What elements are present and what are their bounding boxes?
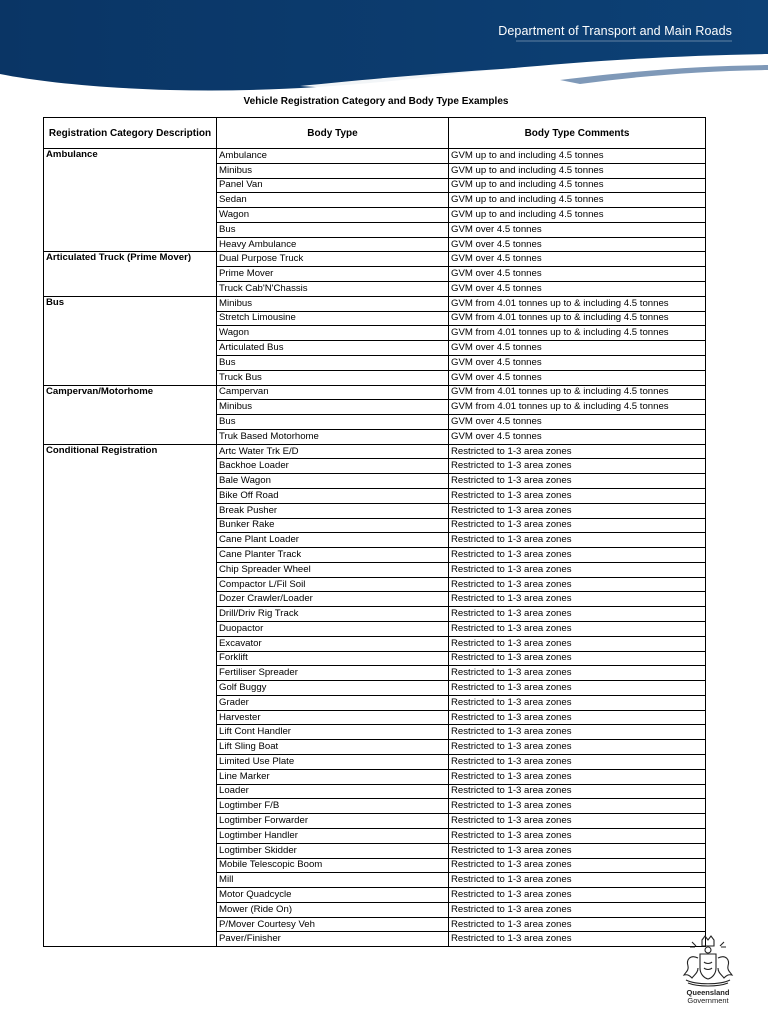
body-type-comment-cell: GVM over 4.5 tonnes (449, 355, 706, 370)
body-type-comment-cell: Restricted to 1-3 area zones (449, 474, 706, 489)
category-cell: Ambulance (44, 149, 217, 252)
body-type-cell: Dozer Crawler/Loader (217, 592, 449, 607)
body-type-comment-cell: GVM up to and including 4.5 tonnes (449, 208, 706, 223)
body-type-comment-cell: Restricted to 1-3 area zones (449, 917, 706, 932)
body-type-cell: Minibus (217, 296, 449, 311)
column-header-body-type: Body Type (217, 118, 449, 149)
body-type-cell: Harvester (217, 710, 449, 725)
queensland-logo-text: Queensland (686, 988, 730, 997)
body-type-cell: Minibus (217, 163, 449, 178)
government-logo-text: Government (687, 996, 729, 1005)
body-type-comment-cell: Restricted to 1-3 area zones (449, 636, 706, 651)
body-type-cell: Logtimber Handler (217, 828, 449, 843)
body-type-comment-cell: GVM from 4.01 tonnes up to & including 4.5 tonnes (449, 311, 706, 326)
body-type-cell: Truck Bus (217, 370, 449, 385)
document-title: Vehicle Registration Category and Body Type Examples (243, 96, 509, 107)
body-type-cell: Articulated Bus (217, 341, 449, 356)
body-type-cell: Artc Water Trk E/D (217, 444, 449, 459)
body-type-comment-cell: GVM from 4.01 tonnes up to & including 4.5 tonnes (449, 296, 706, 311)
body-type-comment-cell: GVM from 4.01 tonnes up to & including 4.5 tonnes (449, 326, 706, 341)
body-type-comment-cell: Restricted to 1-3 area zones (449, 769, 706, 784)
body-type-cell: Panel Van (217, 178, 449, 193)
header-banner (0, 0, 768, 92)
body-type-comment-cell: Restricted to 1-3 area zones (449, 444, 706, 459)
body-type-cell: Backhoe Loader (217, 459, 449, 474)
body-type-comment-cell: Restricted to 1-3 area zones (449, 843, 706, 858)
body-type-comment-cell: Restricted to 1-3 area zones (449, 873, 706, 888)
body-type-comment-cell: GVM from 4.01 tonnes up to & including 4.5 tonnes (449, 400, 706, 415)
table-row (44, 444, 706, 459)
body-type-cell: Paver/Finisher (217, 932, 449, 947)
body-type-comment-cell: Restricted to 1-3 area zones (449, 592, 706, 607)
body-type-comment-cell: GVM over 4.5 tonnes (449, 341, 706, 356)
body-type-cell: Forklift (217, 651, 449, 666)
body-type-comment-cell: Restricted to 1-3 area zones (449, 755, 706, 770)
body-type-comment-cell: Restricted to 1-3 area zones (449, 858, 706, 873)
body-type-comment-cell: GVM up to and including 4.5 tonnes (449, 178, 706, 193)
registration-table-container (43, 117, 706, 947)
body-type-cell: Limited Use Plate (217, 755, 449, 770)
body-type-comment-cell: Restricted to 1-3 area zones (449, 799, 706, 814)
body-type-cell: Bunker Rake (217, 518, 449, 533)
body-type-cell: Lift Sling Boat (217, 740, 449, 755)
body-type-cell: Loader (217, 784, 449, 799)
body-type-cell: Logtimber F/B (217, 799, 449, 814)
body-type-comment-cell: Restricted to 1-3 area zones (449, 681, 706, 696)
body-type-cell: Cane Planter Track (217, 548, 449, 563)
body-type-comment-cell: Restricted to 1-3 area zones (449, 562, 706, 577)
body-type-cell: Stretch Limousine (217, 311, 449, 326)
table-row (44, 385, 706, 400)
body-type-cell: Dual Purpose Truck (217, 252, 449, 267)
body-type-cell: Fertiliser Spreader (217, 666, 449, 681)
column-header-category: Registration Category Description (44, 118, 217, 149)
table-row (44, 149, 706, 164)
body-type-cell: Logtimber Skidder (217, 843, 449, 858)
body-type-cell: Bus (217, 355, 449, 370)
body-type-cell: Sedan (217, 193, 449, 208)
column-header-comments: Body Type Comments (449, 118, 706, 149)
department-name: Department of Transport and Main Roads (498, 24, 732, 38)
body-type-cell: Grader (217, 695, 449, 710)
body-type-comment-cell: Restricted to 1-3 area zones (449, 622, 706, 637)
body-type-cell: Prime Mover (217, 267, 449, 282)
body-type-cell: Bus (217, 222, 449, 237)
body-type-cell: Bus (217, 415, 449, 430)
table-row (44, 296, 706, 311)
body-type-cell: Campervan (217, 385, 449, 400)
body-type-cell: Truk Based Motorhome (217, 429, 449, 444)
body-type-comment-cell: Restricted to 1-3 area zones (449, 725, 706, 740)
body-type-comment-cell: GVM over 4.5 tonnes (449, 282, 706, 297)
body-type-cell: Break Pusher (217, 503, 449, 518)
body-type-cell: Cane Plant Loader (217, 533, 449, 548)
body-type-comment-cell: Restricted to 1-3 area zones (449, 784, 706, 799)
body-type-comment-cell: Restricted to 1-3 area zones (449, 503, 706, 518)
body-type-comment-cell: GVM over 4.5 tonnes (449, 370, 706, 385)
body-type-comment-cell: Restricted to 1-3 area zones (449, 459, 706, 474)
table-row (44, 252, 706, 267)
body-type-comment-cell: Restricted to 1-3 area zones (449, 710, 706, 725)
body-type-cell: Line Marker (217, 769, 449, 784)
body-type-comment-cell: Restricted to 1-3 area zones (449, 814, 706, 829)
body-type-comment-cell: Restricted to 1-3 area zones (449, 740, 706, 755)
body-type-comment-cell: Restricted to 1-3 area zones (449, 666, 706, 681)
body-type-cell: Mobile Telescopic Boom (217, 858, 449, 873)
header-swoosh-graphic (0, 0, 768, 92)
body-type-comment-cell: Restricted to 1-3 area zones (449, 488, 706, 503)
body-type-comment-cell: Restricted to 1-3 area zones (449, 548, 706, 563)
body-type-cell: Logtimber Forwarder (217, 814, 449, 829)
body-type-cell: Excavator (217, 636, 449, 651)
body-type-comment-cell: Restricted to 1-3 area zones (449, 695, 706, 710)
body-type-cell: Bale Wagon (217, 474, 449, 489)
body-type-cell: Compactor L/Fil Soil (217, 577, 449, 592)
body-type-comment-cell: GVM from 4.01 tonnes up to & including 4.5 tonnes (449, 385, 706, 400)
body-type-comment-cell: GVM over 4.5 tonnes (449, 252, 706, 267)
category-cell: Conditional Registration (44, 444, 217, 947)
body-type-cell: P/Mover Courtesy Veh (217, 917, 449, 932)
body-type-comment-cell: GVM over 4.5 tonnes (449, 267, 706, 282)
body-type-comment-cell: GVM up to and including 4.5 tonnes (449, 163, 706, 178)
body-type-comment-cell: Restricted to 1-3 area zones (449, 607, 706, 622)
body-type-comment-cell: GVM up to and including 4.5 tonnes (449, 149, 706, 164)
body-type-comment-cell: GVM up to and including 4.5 tonnes (449, 193, 706, 208)
category-cell: Campervan/Motorhome (44, 385, 217, 444)
body-type-comment-cell: Restricted to 1-3 area zones (449, 828, 706, 843)
body-type-cell: Heavy Ambulance (217, 237, 449, 252)
category-cell: Bus (44, 296, 217, 385)
body-type-comment-cell: GVM over 4.5 tonnes (449, 222, 706, 237)
registration-table (43, 117, 706, 947)
body-type-cell: Mower (Ride On) (217, 902, 449, 917)
body-type-cell: Motor Quadcycle (217, 888, 449, 903)
body-type-cell: Wagon (217, 208, 449, 223)
body-type-comment-cell: GVM over 4.5 tonnes (449, 415, 706, 430)
body-type-comment-cell: Restricted to 1-3 area zones (449, 518, 706, 533)
body-type-comment-cell: Restricted to 1-3 area zones (449, 932, 706, 947)
body-type-cell: Chip Spreader Wheel (217, 562, 449, 577)
table-body (44, 149, 706, 947)
body-type-comment-cell: GVM over 4.5 tonnes (449, 237, 706, 252)
body-type-comment-cell: Restricted to 1-3 area zones (449, 902, 706, 917)
body-type-comment-cell: Restricted to 1-3 area zones (449, 577, 706, 592)
table-header-row (44, 118, 706, 149)
body-type-cell: Golf Buggy (217, 681, 449, 696)
body-type-cell: Lift Cont Handler (217, 725, 449, 740)
body-type-cell: Minibus (217, 400, 449, 415)
body-type-cell: Truck Cab'N'Chassis (217, 282, 449, 297)
body-type-cell: Drill/Driv Rig Track (217, 607, 449, 622)
body-type-cell: Ambulance (217, 149, 449, 164)
body-type-comment-cell: Restricted to 1-3 area zones (449, 533, 706, 548)
body-type-comment-cell: GVM over 4.5 tonnes (449, 429, 706, 444)
body-type-comment-cell: Restricted to 1-3 area zones (449, 651, 706, 666)
category-cell: Articulated Truck (Prime Mover) (44, 252, 217, 296)
body-type-cell: Wagon (217, 326, 449, 341)
body-type-comment-cell: Restricted to 1-3 area zones (449, 888, 706, 903)
body-type-cell: Bike Off Road (217, 488, 449, 503)
body-type-cell: Mill (217, 873, 449, 888)
body-type-cell: Duopactor (217, 622, 449, 637)
